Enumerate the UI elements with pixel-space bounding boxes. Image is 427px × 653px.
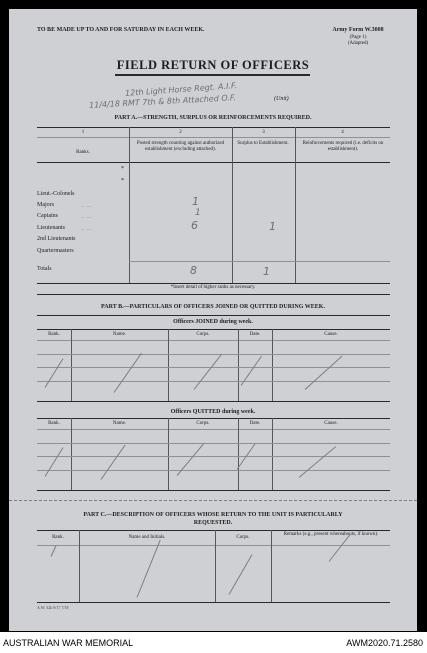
part-a-heading: PART A.—STRENGTH, SURPLUS OR REINFORCEMENTS REQUIRED. [114, 115, 312, 121]
form-number: Army Form W.3008 [332, 27, 384, 33]
quitted-col-cause: Cause. [324, 421, 338, 426]
totals-label: Totals [37, 266, 52, 272]
fold-line [9, 500, 417, 501]
print-code: A.W. 32k 9/17 7/18 [37, 605, 69, 610]
joined-col-cause: Cause. [324, 332, 338, 337]
hw-totals-surplus: 1 [263, 265, 270, 278]
hw-lieutenants: 6 [191, 219, 198, 232]
rank-lieutenants: Lieutenants [37, 225, 65, 231]
form-title: FIELD RETURN OF OFFICERS [116, 58, 310, 72]
unit-handwriting-2: 11/4/18 RMT 7th & 8th Attached O.F. [88, 93, 237, 110]
unit-handwriting-1: 12th Light Horse Regt. A.I.F. [124, 81, 238, 98]
rank-lieut-colonels: Lieut.-Colonels [37, 191, 75, 197]
part-a-footnote: *Insert detail of higher ranks as necessary. [170, 285, 256, 290]
footer-left: AUSTRALIAN WAR MEMORIAL [3, 638, 134, 648]
col-number-1: 1 [81, 130, 85, 135]
col-header-surplus: Surplus to Establishment. [237, 141, 289, 146]
footer-bar [0, 632, 427, 653]
rank-2nd-lieutenants: 2nd Lieutenants [37, 236, 76, 242]
partc-col-name: Name and Initials. [128, 535, 166, 540]
col-number-2: 2 [179, 130, 182, 135]
top-note: TO BE MADE UP TO AND FOR SATURDAY IN EACH WEEK. [37, 27, 205, 33]
part-c-heading-1: PART C.—DESCRIPTION OF OFFICERS WHOSE RETURN TO THE UNIT IS PARTICULARLY [83, 512, 343, 518]
joined-col-name: Name. [112, 332, 127, 337]
col-number-3: 3 [262, 130, 265, 135]
col-header-reinforcements: Reinforcements required (i.e. deficits on establishment). [302, 141, 384, 152]
form-sheet: TO BE MADE UP TO AND FOR SATURDAY IN EACH WEEK. Army Form W.3008 (Page 1) (Adapted) FIELD RETURN OF OFFICERS 12th Light Horse Regt. A.I.F. 11/4/18 RMT 7th & 8th Attached O.F. (Unit) PART A.—STRENGTH, SURPLUS OR REINFORCEMENTS REQUIRED. 1 2 3 4 Ranks. Posted strength counting against authorized establishment (excluding attached). Surplus to Establishment. Reinforcements required (i.e. deficits on establishment). * * Lieut.-Colonels Majors Captains Lieutenants 2nd Lieutenants Quartermasters Totals ... ... ... ... ... ... 1 1 6 1 8 1 *Insert detail of higher ranks as necessary. PART B.—PARTICULARS OF OFFICERS JOINED OR QUITTED DURING WEEK. Officers JOINED during week. Rank. Name. Corps. Date. Cause. Officers QUITTED during week. Rank. Name. Corps. Date. Cause. PART C.—DESCRIPTION OF OFFICERS WHOSE RETURN TO THE UNIT IS PARTICULARLY REQUESTED. Rank. Name and Initials. Corps. Remarks (e.g., present whereabouts, if known). A.W. 32k 9/17 7/18 [9, 9, 417, 631]
hw-captains: 1 [195, 208, 201, 218]
joined-col-date: Date. [249, 332, 261, 337]
quitted-col-corps: Corps. [196, 421, 210, 426]
joined-col-rank: Rank. [48, 332, 60, 337]
quitted-col-date: Date. [249, 421, 261, 426]
part-b-heading: PART B.—PARTICULARS OF OFFICERS JOINED OR QUITTED DURING WEEK. [101, 304, 325, 310]
rank-majors: Majors [37, 202, 54, 208]
unit-label: (Unit) [274, 96, 289, 102]
col-header-ranks: Ranks. [76, 150, 90, 155]
joined-title: Officers JOINED during week. [173, 319, 253, 325]
quitted-col-name: Name. [112, 421, 127, 426]
quitted-title: Officers QUITTED during week. [170, 409, 256, 415]
hw-totals: 8 [190, 264, 197, 277]
joined-col-corps: Corps. [196, 332, 210, 337]
part-c-heading-2: REQUESTED. [193, 520, 233, 526]
rank-captains: Captains [37, 213, 58, 219]
partc-col-remarks: Remarks (e.g., present whereabouts, if known). [283, 532, 379, 537]
footer-right: AWM2020.71.2580 [346, 638, 423, 648]
col-header-posted: Posted strength counting against authorized establishment (excluding attached). [136, 141, 225, 152]
form-page: (Page 1) [349, 35, 367, 40]
hw-lieutenants-surplus: 1 [269, 220, 276, 233]
partc-col-corps: Corps. [236, 535, 250, 540]
rank-quartermasters: Quartermasters [37, 248, 74, 254]
form-adapted: (Adapted) [347, 41, 369, 46]
quitted-col-rank: Rank. [48, 421, 60, 426]
col-number-4: 4 [341, 130, 344, 135]
asterisk-2: * [121, 178, 124, 184]
partc-col-rank: Rank. [52, 535, 64, 540]
asterisk-1: * [121, 166, 124, 172]
hw-majors: 1 [192, 195, 199, 208]
